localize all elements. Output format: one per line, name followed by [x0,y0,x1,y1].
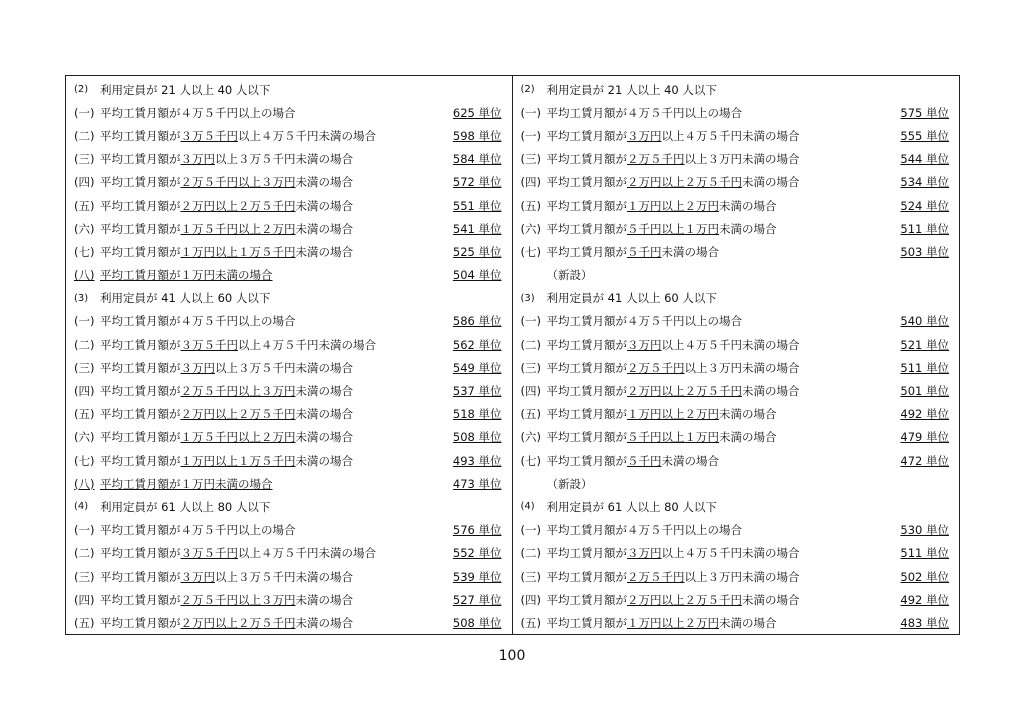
table-row [521,565,950,588]
amended-text: ２万円以上２万５千円 [627,384,742,399]
table-row [74,101,502,124]
item-text [100,244,453,260]
table-row [74,565,502,588]
item-text-part: 平均工賃月額が [100,569,181,584]
item-marker: (二) [74,337,95,352]
item-marker: (3) [520,292,535,304]
item-text-part: 以上３万５千円未満の場合 [215,152,353,167]
item-marker: (一) [520,128,541,143]
item-marker: (2) [520,84,535,96]
item-marker: (八) [74,268,95,283]
unit-value: 479 単位 [900,430,949,445]
item-marker: (一) [74,105,95,120]
item-marker: (一) [520,105,541,120]
item-marker: (二) [74,546,95,561]
item-text [100,221,453,237]
amended-text: ３万円 [627,337,662,352]
item-text-part: 未満の場合 [719,221,777,236]
item-text-part: 未満の場合 [719,615,777,630]
item-text: 利用定員が 61 人以上 80 人以下 [546,499,717,514]
item-marker: (四) [520,175,541,190]
item-text-part: 平均工賃月額が [100,615,181,630]
item-text-part: 未満の場合 [742,592,800,607]
table-row [74,356,502,379]
table-row [521,356,950,379]
unit-value: 598 単位 [452,128,502,143]
amended-text: ５千円以上１万円 [627,430,719,445]
table-row [521,426,950,449]
item-marker: (一) [74,314,95,329]
item-text [547,569,901,585]
unit-value: 549 単位 [452,360,502,375]
item-marker: (3) [74,292,89,304]
unit-value: 552 単位 [452,546,502,561]
item-text: （新設） [546,268,593,283]
item-marker: (一) [520,314,541,329]
item-text: （新設） [546,476,593,491]
item-marker: (二) [74,128,95,143]
item-text-part: 未満の場合 [295,615,353,630]
item-text-part: 平均工賃月額が [546,152,627,167]
item-marker: (三) [520,360,541,375]
table-row [521,264,950,287]
item-text-part: 平均工賃月額が [100,175,181,190]
amended-text: ２万５千円 [627,360,685,375]
section-heading [521,78,950,101]
table-row [74,240,502,263]
item-marker: (三) [520,569,541,584]
unit-value: 493 単位 [452,453,502,468]
item-text [100,360,453,376]
item-text [100,128,453,144]
table-row [521,217,950,240]
unit-value: 572 単位 [452,175,502,190]
unit-value: 504 単位 [452,268,502,283]
table-row [521,101,950,124]
item-text-part: 平均工賃月額が [546,615,627,630]
table-row [74,588,502,611]
item-text-part: 平均工賃月額が [100,360,181,375]
unit-value: 551 単位 [452,198,502,213]
unit-value: 492 単位 [900,592,949,607]
item-marker: (六) [520,430,541,445]
item-text-part: 以上３万円未満の場合 [684,152,800,167]
item-text-part: 未満の場合 [295,198,353,213]
unit-value: 527 単位 [452,592,502,607]
item-text-part: 以上４万５千円未満の場合 [661,337,800,352]
item-text-part: 未満の場合 [295,430,353,445]
item-text-part: 以上４万５千円未満の場合 [661,128,800,143]
item-text-part: 以上４万５千円未満の場合 [238,128,376,143]
table-row [74,519,502,542]
table-row [74,472,502,495]
amended-text: ３万円 [627,546,662,561]
table-row [521,333,950,356]
item-text [100,383,453,399]
item-text: 利用定員が 21 人以上 40 人以下 [100,82,271,97]
amended-text: ２万５千円以上３万円 [180,592,296,607]
amended-text: ５千円 [627,453,662,468]
amended-text: ３万円 [180,360,215,375]
item-text-part: 平均工賃月額が [100,152,181,167]
table-row [521,588,950,611]
unit-value: 540 単位 [900,314,949,329]
unit-value: 524 単位 [900,198,949,213]
item-text [547,151,901,167]
item-text-part: 平均工賃月額が [546,175,627,190]
item-marker: (四) [74,592,95,607]
unit-value: 511 単位 [900,546,949,561]
item-text [547,174,901,190]
item-text: 利用定員が 61 人以上 80 人以下 [100,499,271,514]
item-text [547,221,901,237]
table-row [521,379,950,402]
unit-value: 508 単位 [452,615,502,630]
item-text-part: 以上３万５千円未満の場合 [215,569,353,584]
item-text-part: 平均工賃月額が [546,337,627,352]
table-row [521,194,950,217]
item-text-part: 未満の場合 [295,384,353,399]
item-text-part: 以上４万５千円未満の場合 [238,337,376,352]
table-row [74,310,502,333]
table-row [521,310,950,333]
right-column [513,76,960,634]
item-text: 平均工賃月額が４万５千円以上の場合 [100,523,296,538]
item-text [100,615,453,631]
amended-text: ２万円以上２万５千円 [180,198,296,213]
item-text [100,592,453,608]
unit-value: 586 単位 [452,314,502,329]
table-row [521,148,950,171]
unit-value: 518 単位 [452,407,502,422]
item-text-part: 平均工賃月額が [100,546,181,561]
item-text-part: 平均工賃月額が [100,221,181,236]
item-text-part: 未満の場合 [742,175,800,190]
unit-value: 492 単位 [900,407,949,422]
item-marker: (4) [74,501,89,513]
item-text-part: 以上４万５千円未満の場合 [661,546,800,561]
item-text-part: 平均工賃月額が [546,546,627,561]
item-marker: (四) [74,175,95,190]
item-marker: (七) [74,244,95,259]
item-text-part: 平均工賃月額が [546,592,627,607]
item-marker: (三) [74,360,95,375]
item-text [547,337,901,353]
amended-text: ５千円以上１万円 [627,221,719,236]
item-text: 利用定員が 41 人以上 60 人以下 [100,291,271,306]
item-text [547,198,901,214]
item-text: 平均工賃月額が１万円未満の場合 [100,476,273,491]
amended-text: １万円以上２万円 [627,407,719,422]
item-text [100,151,453,167]
item-text [547,406,901,422]
section-heading [74,78,502,101]
item-text-part: 平均工賃月額が [100,407,181,422]
table-row [74,611,502,634]
amended-text: ５千円 [627,244,662,259]
item-marker: (七) [520,453,541,468]
unit-value: 511 単位 [900,221,949,236]
amended-text: ２万５千円以上３万円 [180,384,296,399]
unit-value: 508 単位 [452,430,502,445]
item-marker: (4) [520,501,535,513]
item-marker: (四) [74,384,95,399]
item-text-part: 平均工賃月額が [100,430,181,445]
item-text: 平均工賃月額が４万５千円以上の場合 [546,105,742,120]
comparison-table [65,75,960,635]
item-text-part: 平均工賃月額が [100,592,181,607]
item-text-part: 平均工賃月額が [546,244,627,259]
item-text-part: 以上３万５千円未満の場合 [215,360,353,375]
table-row [74,264,502,287]
item-text-part: 平均工賃月額が [100,244,181,259]
table-row [521,542,950,565]
item-text-part: 未満の場合 [295,453,353,468]
item-text-part: 平均工賃月額が [100,198,181,213]
item-text-part: 以上３万円未満の場合 [684,569,800,584]
unit-value: 534 単位 [900,175,949,190]
item-marker: (六) [74,430,95,445]
item-text [100,337,453,353]
unit-value: 576 単位 [452,523,502,538]
item-marker: (五) [74,615,95,630]
item-text: 平均工賃月額が４万５千円以上の場合 [546,523,742,538]
item-text-part: 平均工賃月額が [546,221,627,236]
table-row [521,449,950,472]
item-text-part: 平均工賃月額が [546,360,627,375]
table-row [521,171,950,194]
item-text [547,615,901,631]
item-text: 利用定員が 41 人以上 60 人以下 [546,291,717,306]
item-text [100,406,453,422]
section-heading [74,287,502,310]
item-marker: (五) [520,407,541,422]
left-column [66,76,513,634]
unit-value: 525 単位 [452,244,502,259]
table-row [74,379,502,402]
item-text: 利用定員が 21 人以上 40 人以下 [546,82,717,97]
amended-text: １万円以上１万５千円 [180,453,296,468]
item-text-part: 未満の場合 [742,384,800,399]
item-text-part: 未満の場合 [295,244,353,259]
item-text: 平均工賃月額が４万５千円以上の場合 [100,105,296,120]
amended-text: ３万円 [180,152,215,167]
item-text: 平均工賃月額が４万５千円以上の場合 [546,314,742,329]
item-text: 平均工賃月額が１万円未満の場合 [100,268,273,283]
item-text-part: 以上３万円未満の場合 [684,360,800,375]
unit-value: 503 単位 [900,244,949,259]
item-marker: (七) [74,453,95,468]
item-marker: (五) [520,615,541,630]
table-row [74,403,502,426]
amended-text: １万円以上２万円 [627,198,719,213]
table-row [74,124,502,147]
amended-text: ３万円 [180,569,215,584]
item-marker: (四) [520,592,541,607]
item-text [547,453,901,469]
unit-value: 483 単位 [900,615,949,630]
item-text: 平均工賃月額が４万５千円以上の場合 [100,314,296,329]
item-text-part: 平均工賃月額が [546,569,627,584]
item-marker: (八) [74,476,95,491]
item-marker: (六) [520,221,541,236]
item-marker: (五) [520,198,541,213]
amended-text: ２万５千円 [627,152,685,167]
table-row [521,124,950,147]
amended-text: ３万円 [627,128,662,143]
item-text [100,198,453,214]
item-text [547,383,901,399]
unit-value: 473 単位 [452,476,502,491]
table-row [521,611,950,634]
table-row [74,426,502,449]
unit-value: 530 単位 [900,523,949,538]
item-text-part: 未満の場合 [719,407,777,422]
item-text [547,128,901,144]
item-text-part: 平均工賃月額が [100,453,181,468]
item-text [100,545,453,561]
item-text [100,174,453,190]
unit-value: 575 単位 [900,105,949,120]
item-text-part: 未満の場合 [295,175,353,190]
item-marker: (六) [74,221,95,236]
item-text [547,429,901,445]
item-text [547,545,901,561]
item-text [547,244,901,260]
item-text-part: 未満の場合 [719,198,777,213]
item-marker: (七) [520,244,541,259]
table-row [74,194,502,217]
item-text-part: 未満の場合 [295,592,353,607]
amended-text: １万５千円以上２万円 [180,221,296,236]
table-row [521,403,950,426]
unit-value: 537 単位 [452,384,502,399]
item-text-part: 以上４万５千円未満の場合 [238,546,376,561]
amended-text: ３万５千円 [180,128,238,143]
item-marker: (二) [520,546,541,561]
item-text-part: 未満の場合 [295,221,353,236]
amended-text: ２万５千円以上３万円 [180,175,296,190]
amended-text: ３万５千円 [180,337,238,352]
unit-value: 584 単位 [452,152,502,167]
section-heading [521,495,950,518]
item-text-part: 未満の場合 [719,430,777,445]
item-text-part: 平均工賃月額が [546,453,627,468]
item-marker: (2) [74,84,89,96]
item-marker: (五) [74,198,95,213]
item-marker: (一) [520,523,541,538]
unit-value: 539 単位 [452,569,502,584]
table-row [74,148,502,171]
item-text-part: 未満の場合 [295,407,353,422]
item-marker: (三) [74,152,95,167]
item-marker: (一) [74,523,95,538]
item-text-part: 平均工賃月額が [100,337,181,352]
table-row [74,217,502,240]
item-text [100,569,453,585]
table-row [74,171,502,194]
item-text-part: 平均工賃月額が [546,430,627,445]
amended-text: ２万５千円 [627,569,685,584]
item-text-part: 平均工賃月額が [100,128,181,143]
unit-value: 472 単位 [900,453,949,468]
item-marker: (三) [74,569,95,584]
page-number: 100 [498,648,526,664]
amended-text: ３万５千円 [180,546,238,561]
unit-value: 501 単位 [900,384,949,399]
amended-text: １万５千円以上２万円 [180,430,296,445]
table-row [521,519,950,542]
amended-text: １万円以上１万５千円 [180,244,296,259]
unit-value: 511 単位 [900,360,949,375]
item-text [547,360,901,376]
unit-value: 502 単位 [900,569,949,584]
amended-text: ２万円以上２万５千円 [180,615,296,630]
item-marker: (四) [520,384,541,399]
unit-value: 625 単位 [452,105,502,120]
item-text-part: 未満の場合 [661,453,719,468]
table-row [74,542,502,565]
table-row [74,449,502,472]
item-text-part: 平均工賃月額が [546,128,627,143]
unit-value: 562 単位 [452,337,502,352]
amended-text: ２万円以上２万５千円 [627,592,742,607]
item-marker: (二) [520,337,541,352]
section-heading [74,495,502,518]
item-text [100,453,453,469]
item-marker: (五) [74,407,95,422]
amended-text: １万円以上２万円 [627,615,719,630]
item-text-part: 平均工賃月額が [546,384,627,399]
section-heading [521,287,950,310]
item-text-part: 平均工賃月額が [546,407,627,422]
item-text [100,429,453,445]
unit-value: 555 単位 [900,128,949,143]
table-row [521,240,950,263]
item-text [547,592,901,608]
amended-text: ２万円以上２万５千円 [180,407,296,422]
amended-text: ２万円以上２万５千円 [627,175,742,190]
table-row [521,472,950,495]
unit-value: 541 単位 [452,221,502,236]
item-marker: (三) [520,152,541,167]
table-row [74,333,502,356]
unit-value: 544 単位 [900,152,949,167]
unit-value: 521 単位 [900,337,949,352]
item-text-part: 未満の場合 [661,244,719,259]
item-text-part: 平均工賃月額が [546,198,627,213]
item-text-part: 平均工賃月額が [100,384,181,399]
